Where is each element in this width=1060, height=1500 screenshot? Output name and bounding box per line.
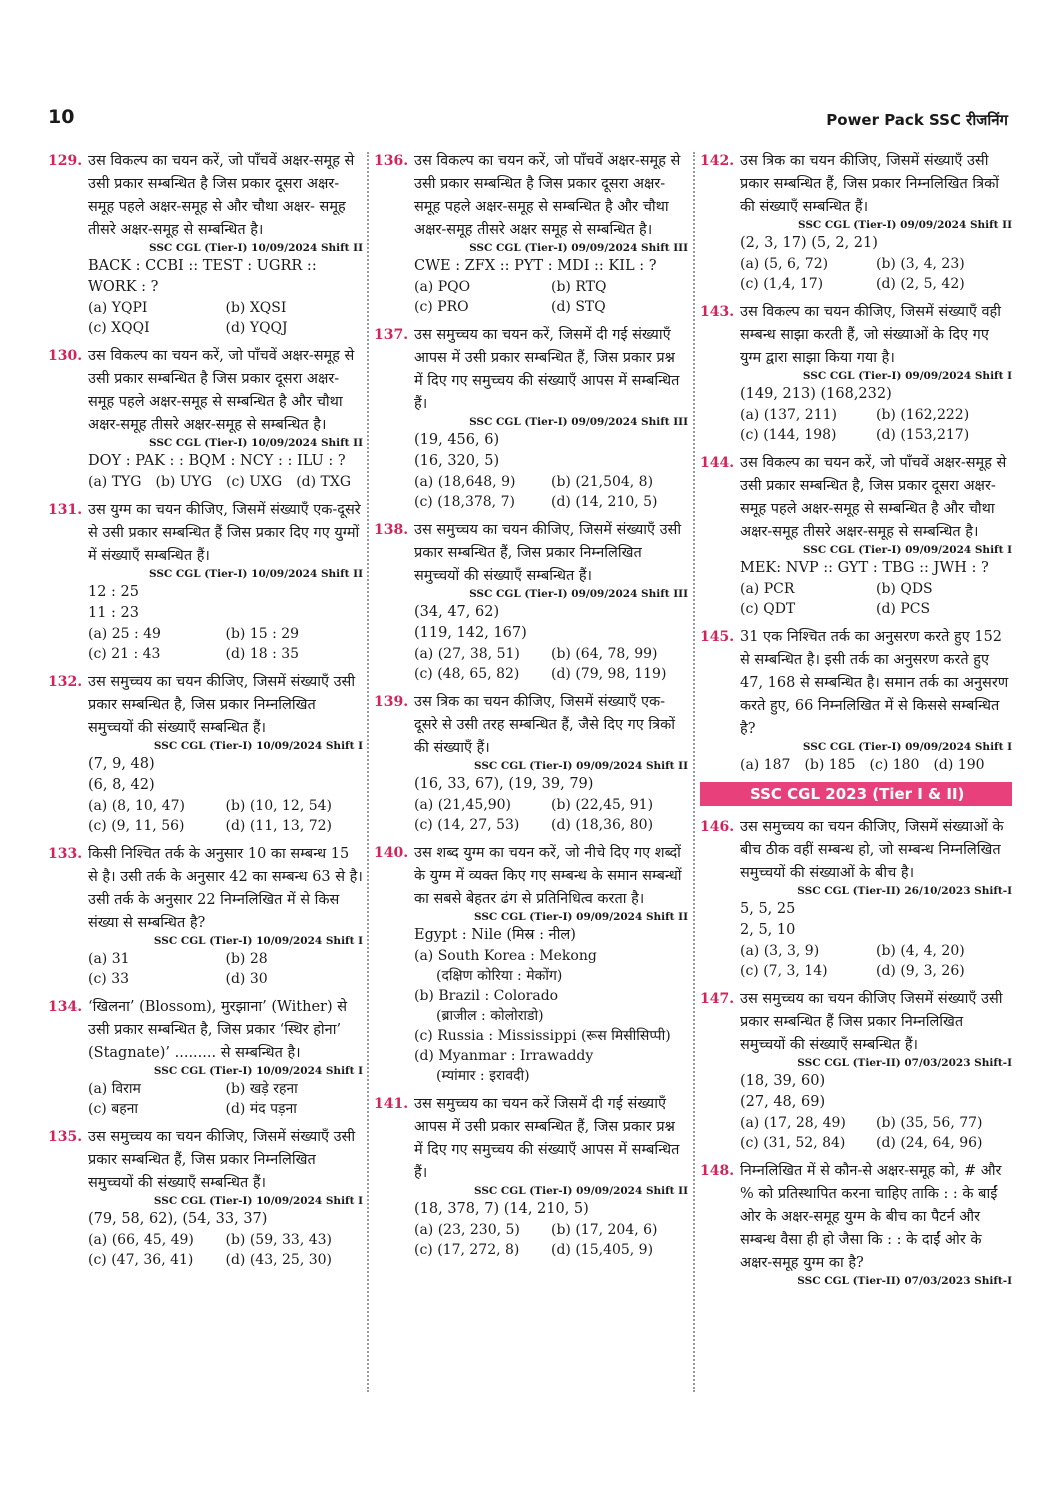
exam-source: SSC CGL (Tier-I) 10/09/2024 Shift II [148, 437, 363, 449]
question-line [374, 842, 688, 911]
options [374, 1220, 688, 1260]
option: (a) TYG [88, 474, 142, 490]
option: (d) 18 : 35 [225, 646, 300, 662]
question-line [48, 1126, 363, 1195]
option: (b) (4, 4, 20) [876, 943, 965, 959]
option: (b) खड़े रहना [225, 1081, 298, 1097]
option: (a) विराम [88, 1081, 141, 1097]
question [700, 452, 1012, 619]
option: (b) (64, 78, 99) [551, 646, 658, 662]
option: (c) QDT [740, 601, 796, 617]
given-pattern: Egypt : Nile (मिस्र : नील) [414, 927, 576, 943]
given-pattern: (119, 142, 167) [414, 625, 527, 641]
question-line [374, 691, 688, 760]
option: (ब्राजील : कोलोराडो) [436, 1008, 544, 1024]
question-line [700, 150, 1012, 219]
options [374, 795, 688, 835]
option: (a) (27, 38, 51) [414, 646, 520, 662]
option: (d) TXG [296, 474, 352, 490]
given-pattern: (79, 58, 62), (54, 33, 37) [88, 1211, 268, 1227]
exam-source: SSC CGL (Tier-II) 26/10/2023 Shift-I [797, 885, 1012, 897]
option: (c) 180 [869, 757, 920, 773]
column-divider [693, 152, 695, 1392]
option: (a) (17, 28, 49) [740, 1115, 846, 1131]
option: (b) (35, 56, 77) [876, 1115, 983, 1131]
question-line [700, 626, 1012, 741]
option: (d) 30 [225, 971, 268, 987]
option: (c) UXG [226, 474, 283, 490]
option: (a) 25 : 49 [88, 626, 161, 642]
question-line [48, 843, 363, 935]
exam-source: SSC CGL (Tier-I) 09/09/2024 Shift I [802, 544, 1012, 556]
question-number: 135. [48, 1129, 83, 1145]
question-line [48, 996, 363, 1065]
option: (c) (14, 27, 53) [414, 817, 520, 833]
option: (d) (14, 210, 5) [551, 494, 658, 510]
option: (d) STQ [551, 299, 606, 315]
exam-source: SSC CGL (Tier-I) 10/09/2024 Shift I [153, 1065, 363, 1077]
question-line [700, 452, 1012, 544]
question-line [700, 301, 1012, 370]
given-pattern: (2, 3, 17) (5, 2, 21) [740, 235, 878, 251]
given-pattern: (7, 9, 48) [88, 756, 155, 772]
question-text: उस त्रिक का चयन कीजिए, जिसमें संख्याएँ उसी प्रकार सम्बन्धित हैं, जिस प्रकार निम्नलिखित त्रिकों की संख्याएँ सम्बन्धित हैं। [740, 153, 1000, 215]
question [700, 988, 1012, 1153]
given-pattern: (6, 8, 42) [88, 777, 155, 793]
option: (c) (144, 198) [740, 427, 837, 443]
option: (b) XQSI [225, 300, 287, 316]
option: (d) (15,405, 9) [551, 1242, 654, 1258]
page-number: 10 [48, 106, 75, 128]
question-text: 31 एक निश्चित तर्क का अनुसरण करते हुए 152 से सम्बन्धित है। इसी तर्क का अनुसरण करते हुए 47, 168 से सम्बन्धित है। समान तर्क का अनुसरण करते हुए, 66 निम्नलिखित में से किससे सम्बन्धित है? [740, 629, 1009, 737]
question [700, 301, 1012, 445]
question-number: 136. [374, 153, 409, 169]
exam-source: SSC CGL (Tier-I) 10/09/2024 Shift II [148, 568, 363, 580]
given-pattern: 11 : 23 [88, 605, 140, 621]
options [700, 755, 1012, 775]
question-number: 132. [48, 674, 83, 690]
option: (b) 28 [225, 951, 268, 967]
given-pattern: (34, 47, 62) [414, 604, 500, 620]
options [374, 644, 688, 684]
question-number: 141. [374, 1096, 409, 1112]
option: (a) PCR [740, 581, 795, 597]
options [48, 624, 363, 664]
option: (b) RTQ [551, 279, 607, 295]
question [374, 691, 688, 835]
given-pattern: (16, 320, 5) [414, 453, 500, 469]
question-number: 143. [700, 304, 735, 320]
exam-source: SSC CGL (Tier-I) 10/09/2024 Shift I [153, 1195, 363, 1207]
option: (c) (18,378, 7) [414, 494, 515, 510]
column-2 [374, 150, 688, 1267]
option: (c) (31, 52, 84) [740, 1135, 846, 1151]
question-line [700, 816, 1012, 885]
option: (b) (21,504, 8) [551, 474, 654, 490]
option: (b) (3, 4, 23) [876, 256, 965, 272]
question-text: उस समुच्चय का चयन कीजिए, जिसमें संख्याएँ उसी प्रकार सम्बन्धित हैं, जिस प्रकार निम्नलिखित समुच्चयों की संख्याएँ सम्बन्धित हैं। [414, 522, 682, 584]
exam-source: SSC CGL (Tier-I) 09/09/2024 Shift II [473, 1185, 688, 1197]
option: (a) 187 [740, 757, 791, 773]
question-number: 148. [700, 1163, 735, 1179]
option: (b) UYG [155, 474, 213, 490]
column-divider [367, 152, 369, 1392]
option: (a) (18,648, 9) [414, 474, 516, 490]
option: (c) (17, 272, 8) [414, 1242, 520, 1258]
option: (c) (47, 36, 41) [88, 1252, 194, 1268]
exam-source: SSC CGL (Tier-I) 10/09/2024 Shift I [153, 935, 363, 947]
question-number: 147. [700, 991, 735, 1007]
question [374, 324, 688, 512]
given-pattern: WORK : ? [88, 279, 159, 295]
option: (b) 185 [804, 757, 856, 773]
question [374, 842, 688, 1086]
option: (a) 31 [88, 951, 130, 967]
column-1 [48, 150, 363, 1277]
given-pattern: 5, 5, 25 [740, 901, 796, 917]
given-pattern: BACK : CCBI :: TEST : UGRR :: [88, 258, 317, 274]
question-text: किसी निश्चित तर्क के अनुसार 10 का सम्बन्ध 15 से है। उसी तर्क के अनुसार 42 का सम्बन्ध 63 से है। उसी तर्क के अनुसार 22 निम्नलिखित में से किस संख्या से सम्बन्धित है? [88, 846, 363, 931]
option: (दक्षिण कोरिया : मेकोंग) [436, 968, 563, 984]
question-text: निम्नलिखित में से कौन-से अक्षर-समूह को, # और % को प्रतिस्थापित करना चाहिए ताकि : : के बाईं ओर के अक्षर-समूह युग्म के बीच का पैटर्न और सम्बन्ध वैसा ही हो जैसा कि : : के दाईं ओर के अक्षर-समूह युग्म का है? [740, 1163, 1002, 1271]
question [374, 1093, 688, 1260]
given-pattern: 2, 5, 10 [740, 922, 796, 938]
question-text: उस त्रिक का चयन कीजिए, जिसमें संख्याएँ एक-दूसरे से उसी तरह सम्बन्धित हैं, जैसे दिए गए त्रिकों की संख्याएँ हैं। [414, 694, 676, 756]
given-pattern: (27, 48, 69) [740, 1094, 826, 1110]
question-line [700, 988, 1012, 1057]
option: (a) South Korea : Mekong [414, 948, 597, 964]
options [48, 298, 363, 338]
option: (b) (10, 12, 54) [225, 798, 333, 814]
question-line [700, 1160, 1012, 1275]
question-number: 137. [374, 327, 409, 343]
question-text: उस समुच्चय का चयन कीजिए जिसमें संख्याएँ उसी प्रकार सम्बन्धित हैं जिस प्रकार निम्नलिखित समुच्चयों की संख्याएँ सम्बन्धित हैं। [740, 991, 1003, 1053]
options [48, 472, 363, 492]
given-pattern: (16, 33, 67), (19, 39, 79) [414, 776, 594, 792]
option: (d) (2, 5, 42) [876, 276, 965, 292]
option: (b) QDS [876, 581, 933, 597]
question-text: उस समुच्चय का चयन कीजिए, जिसमें संख्याएँ उसी प्रकार सम्बन्धित है, जिस प्रकार निम्नलिखित समुच्चयों की संख्याएँ सम्बन्धित हैं। [88, 674, 356, 736]
question-number: 131. [48, 502, 83, 518]
option: (म्यांमार : इरावदी) [436, 1068, 530, 1084]
question-text: उस समुच्चय का चयन करें जिसमें दी गई संख्याएँ आपस में उसी प्रकार सम्बन्धित हैं, जिस प्रकार प्रश्न में दिए गए समुच्चय की संख्याएँ आपस में सम्बन्धित हैं। [414, 1096, 680, 1181]
question [48, 499, 363, 664]
question-number: 139. [374, 694, 409, 710]
options [700, 941, 1012, 981]
option: (d) YQQJ [225, 320, 288, 336]
question-line [48, 671, 363, 740]
exam-source: SSC CGL (Tier-I) 09/09/2024 Shift I [802, 741, 1012, 753]
given-pattern: MEK: NVP :: GYT : TBG :: JWH : ? [740, 560, 989, 576]
question [700, 816, 1012, 981]
question-number: 144. [700, 455, 735, 471]
question-line [374, 519, 688, 588]
exam-source: SSC CGL (Tier-II) 07/03/2023 Shift-I [797, 1275, 1012, 1287]
option: (a) (5, 6, 72) [740, 256, 829, 272]
question [48, 345, 363, 492]
option: (d) (79, 98, 119) [551, 666, 667, 682]
option: (c) 21 : 43 [88, 646, 161, 662]
exam-source: SSC CGL (Tier-I) 09/09/2024 Shift II [473, 911, 688, 923]
options [48, 949, 363, 989]
options [48, 796, 363, 836]
given-pattern: (19, 456, 6) [414, 432, 500, 448]
option: (d) (24, 64, 96) [876, 1135, 983, 1151]
question-line [48, 499, 363, 568]
exam-source: SSC CGL (Tier-I) 10/09/2024 Shift I [153, 740, 363, 752]
options [700, 1113, 1012, 1153]
option: (a) (23, 230, 5) [414, 1222, 520, 1238]
options [374, 946, 688, 1086]
option: (b) Brazil : Colorado [414, 988, 559, 1004]
option: (c) XQQI [88, 320, 150, 336]
option: (b) (17, 204, 6) [551, 1222, 658, 1238]
option: (c) (1,4, 17) [740, 276, 824, 292]
exam-source: SSC CGL (Tier-I) 10/09/2024 Shift II [148, 242, 363, 254]
exam-source: SSC CGL (Tier-I) 09/09/2024 Shift II [797, 219, 1012, 231]
question [700, 1160, 1012, 1289]
question-number: 129. [48, 153, 83, 169]
option: (c) (9, 11, 56) [88, 818, 185, 834]
question-text: उस समुच्चय का चयन कीजिए, जिसमें संख्याएँ उसी प्रकार सम्बन्धित हैं, जिस प्रकार निम्नलिखित समुच्चयों की संख्याएँ सम्बन्धित हैं। [88, 1129, 356, 1191]
question-number: 140. [374, 845, 409, 861]
question-number: 146. [700, 819, 735, 835]
option: (d) PCS [876, 601, 931, 617]
question-line [48, 345, 363, 437]
question-line [374, 1093, 688, 1185]
option: (b) 15 : 29 [225, 626, 300, 642]
option: (c) (48, 65, 82) [414, 666, 520, 682]
question [374, 150, 688, 317]
option: (a) PQO [414, 279, 471, 295]
question-text: उस समुच्चय का चयन कीजिए, जिसमें संख्याओं के बीच ठीक वहीं सम्बन्ध हो, जो सम्बन्ध निम्नलिखित समुच्चयों की संख्याओं के बीच है। [740, 819, 1004, 881]
column-3 [700, 150, 1012, 1296]
option: (d) (43, 25, 30) [225, 1252, 333, 1268]
exam-source: SSC CGL (Tier-II) 07/03/2023 Shift-I [797, 1057, 1012, 1069]
exam-source: SSC CGL (Tier-I) 09/09/2024 Shift III [469, 416, 688, 428]
option: (d) (153,217) [876, 427, 970, 443]
question-line [48, 150, 363, 242]
question-number: 133. [48, 846, 83, 862]
question-text: उस विकल्प का चयन करें, जो पाँचवें अक्षर-समूह से उसी प्रकार सम्बन्धित है, जिस प्रकार दूसरा अक्षर-समूह पहले अक्षर-समूह से सम्बन्धित है और चौथा अक्षर-समूह तीसरे अक्षर-समूह से सम्बन्धित है। [740, 455, 1007, 540]
option: (c) (7, 3, 14) [740, 963, 828, 979]
option: (b) (162,222) [876, 407, 970, 423]
options [700, 579, 1012, 619]
option: (b) (22,45, 91) [551, 797, 654, 813]
exam-source: SSC CGL (Tier-I) 09/09/2024 Shift III [469, 242, 688, 254]
option: (d) (9, 3, 26) [876, 963, 965, 979]
exam-source: SSC CGL (Tier-I) 09/09/2024 Shift III [469, 588, 688, 600]
option: (a) YQPI [88, 300, 148, 316]
option: (a) (137, 211) [740, 407, 837, 423]
question-number: 145. [700, 629, 735, 645]
question [48, 843, 363, 989]
option: (d) (11, 13, 72) [225, 818, 333, 834]
options [48, 1230, 363, 1270]
option: (b) (59, 33, 43) [225, 1232, 333, 1248]
option: (a) (21,45,90) [414, 797, 511, 813]
given-pattern: DOY : PAK : : BQM : NCY : : ILU : ? [88, 453, 346, 469]
option: (c) 33 [88, 971, 130, 987]
option: (d) (18,36, 80) [551, 817, 654, 833]
options [700, 405, 1012, 445]
question [48, 1126, 363, 1270]
exam-source: SSC CGL (Tier-I) 09/09/2024 Shift II [473, 760, 688, 772]
option: (d) Myanmar : Irrawaddy [414, 1048, 594, 1064]
question [374, 519, 688, 684]
given-pattern: (149, 213) (168,232) [740, 386, 892, 402]
given-pattern: CWE : ZFX :: PYT : MDI :: KIL : ? [414, 258, 657, 274]
option: (a) (3, 3, 9) [740, 943, 820, 959]
given-pattern: (18, 39, 60) [740, 1073, 826, 1089]
section-banner: SSC CGL 2023 (Tier I & II) [700, 782, 1012, 806]
question-number: 130. [48, 348, 83, 364]
question-text: ‘खिलना’ (Blossom), मुरझाना’ (Wither) से उसी प्रकार सम्बन्धित है, जिस प्रकार ‘स्थिर होना’ (Stagnate)’ ......... से सम्बन्धित है। [88, 999, 348, 1061]
option: (c) बहना [88, 1101, 139, 1117]
question [48, 671, 363, 836]
question-number: 138. [374, 522, 409, 538]
options [374, 277, 688, 317]
question [48, 996, 363, 1119]
question [700, 150, 1012, 294]
option: (d) मंद पड़ना [225, 1101, 297, 1117]
question-line [374, 324, 688, 416]
question-number: 134. [48, 999, 83, 1015]
option: (a) (8, 10, 47) [88, 798, 185, 814]
options [48, 1079, 363, 1119]
option: (c) Russia : Mississippi (रूस मिसीसिप्पी) [414, 1028, 671, 1044]
question-text: उस विकल्प का चयन करें, जो पाँचवें अक्षर-समूह से उसी प्रकार सम्बन्धित है जिस प्रकार दूसरा अक्षर-समूह पहले अक्षर-समूह से और चौथा अक्षर- समूह तीसरे अक्षर-समूह से सम्बन्धित है। [88, 153, 355, 238]
question-text: उस विकल्प का चयन करें, जो पाँचवें अक्षर-समूह से उसी प्रकार सम्बन्धित है जिस प्रकार दूसरा अक्षर-समूह पहले अक्षर-समूह से सम्बन्धित है और चौथा अक्षर-समूह तीसरे अक्षर-समूह से सम्बन्धित है। [88, 348, 355, 433]
option: (d) 190 [933, 757, 985, 773]
question [700, 626, 1012, 775]
question-text: उस विकल्प का चयन कीजिए, जिसमें संख्याएँ वही सम्बन्ध साझा करती हैं, जो संख्याओं के दिए गए युग्म द्वारा साझा किया गया है। [740, 304, 1001, 366]
option: (c) PRO [414, 299, 469, 315]
given-pattern: 12 : 25 [88, 584, 140, 600]
exam-source: SSC CGL (Tier-I) 09/09/2024 Shift I [802, 370, 1012, 382]
options [374, 472, 688, 512]
book-title: Power Pack SSC रीजनिंग [826, 111, 1008, 129]
question [48, 150, 363, 338]
question-text: उस युग्म का चयन कीजिए, जिसमें संख्याएँ एक-दूसरे से उसी प्रकार सम्बन्धित हैं जिस प्रकार दिए गए युग्मों में संख्याएँ सम्बन्धित हैं। [88, 502, 361, 564]
question-text: उस शब्द युग्म का चयन करें, जो नीचे दिए गए शब्दों के युग्म में व्यक्त किए गए सम्बन्ध के समान सम्बन्धों का सबसे बेहतर ढंग से प्रतिनिधित्व करता है। [414, 845, 682, 907]
question-text: उस समुच्चय का चयन करें, जिसमें दी गई संख्याएँ आपस में उसी प्रकार सम्बन्धित हैं, जिस प्रकार प्रश्न में दिए गए समुच्चय की संख्याएँ आपस में सम्बन्धित हैं। [414, 327, 680, 412]
given-pattern: (18, 378, 7) (14, 210, 5) [414, 1201, 589, 1217]
question-line [374, 150, 688, 242]
question-number: 142. [700, 153, 735, 169]
options [700, 254, 1012, 294]
option: (a) (66, 45, 49) [88, 1232, 194, 1248]
question-text: उस विकल्प का चयन करें, जो पाँचवें अक्षर-समूह से उसी प्रकार सम्बन्धित है जिस प्रकार दूसरा अक्षर-समूह पहले अक्षर-समूह से सम्बन्धित है और चौथा अक्षर-समूह तीसरे अक्षर समूह से सम्बन्धित है। [414, 153, 681, 238]
